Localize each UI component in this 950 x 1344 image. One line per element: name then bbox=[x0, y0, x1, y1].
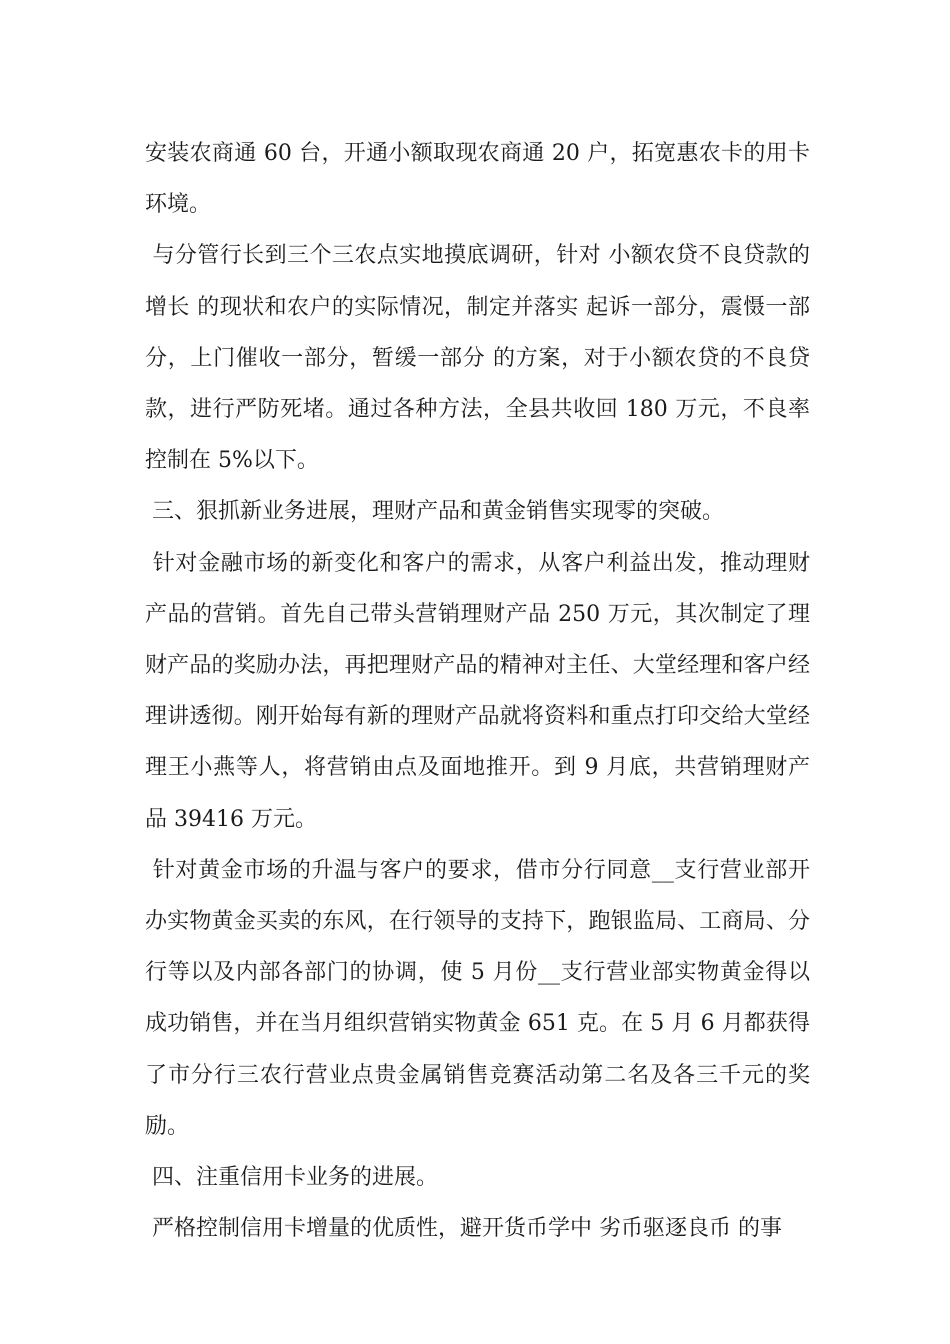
section-heading-4: 四、注重信用卡业务的进展。 bbox=[145, 1165, 439, 1191]
paragraph-5: 针对黄金市场的升温与客户的要求，借市分行同意__支行营业部开办实物黄金买卖的东风，在行领导的支持下，跑银监局、工商局、分行等以及内部各部门的协调，使 5 月份__支行营业部实物黄金得以成功销售，并在当月组织营销实物黄金 651 克。在 5 月 6 月都获得了市分行三农行营业点贵金属销售竞赛活动第二名及各三千元的奖励。 bbox=[145, 857, 810, 1139]
paragraph-7: 严格控制信用卡增量的优质性，避开货币学中 劣币驱逐良币 的事 bbox=[145, 1216, 782, 1242]
document-body bbox=[145, 128, 810, 1254]
paragraph-4: 针对金融市场的新变化和客户的需求，从客户利益出发，推动理财产品的营销。首先自己带头营销理财产品 250 万元，其次制定了理财产品的奖励办法，再把理财产品的精神对主任、大堂经理和客户经理讲透彻。刚开始每有新的理财产品就将资料和重点打印交给大堂经理王小燕等人，将营销由点及面地推开。到 9 月底，共营销理财产品 39416 万元。 bbox=[145, 550, 810, 832]
paragraph-2: 与分管行长到三个三农点实地摸底调研，针对 小额农贷不良贷款的增长 的现状和农户的实际情况，制定并落实 起诉一部分，震慑一部分，上门催收一部分，暂缓一部分 的方案，对于小额农贷的不良贷款，进行严防死堵。通过各种方法，全县共收回 180 万元，不良率控制在 5%以下。 bbox=[145, 243, 810, 474]
section-heading-3: 三、狠抓新业务进展，理财产品和黄金销售实现零的突破。 bbox=[145, 499, 725, 525]
paragraph-1: 安装农商通 60 台，开通小额取现农商通 20 户，拓宽惠农卡的用卡环境。 bbox=[145, 141, 810, 218]
